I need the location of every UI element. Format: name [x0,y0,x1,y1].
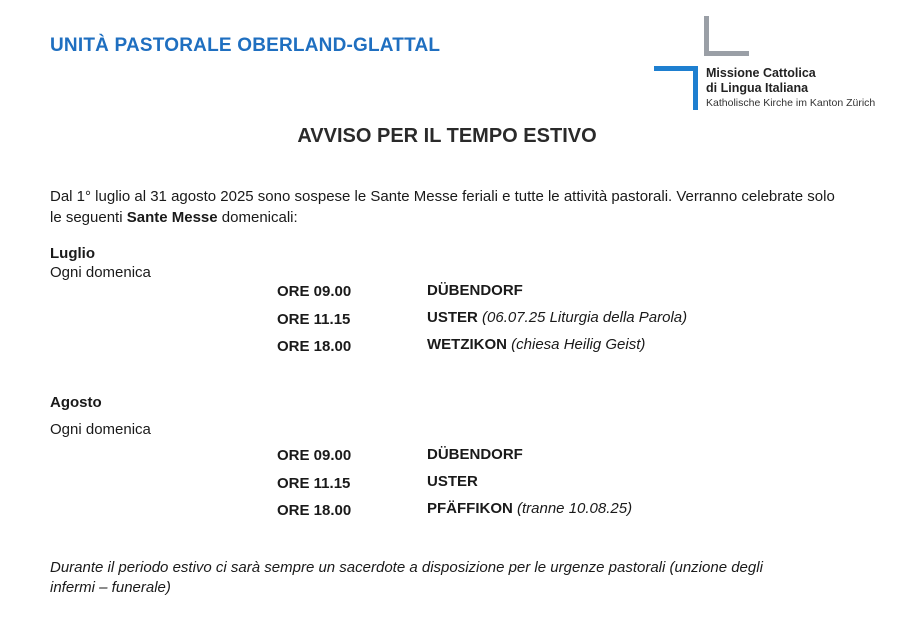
intro-text-1: Dal 1° luglio al 31 agosto 2025 sono sospese le Sante Messe feriali e tutte le attività pastorali. Verranno celebrate solo le seguenti [50,188,835,226]
logo-line-2: di Lingua Italiana [706,81,809,95]
mass-place-row [427,473,478,490]
mass-place: USTER [427,309,478,326]
intro-paragraph [50,186,840,228]
intro-text-2: domenicali: [217,209,298,226]
header-title: UNITÀ PASTORALE OBERLAND-GLATTAL [50,35,441,56]
notice-title [0,125,900,148]
mass-place: PFÄFFIKON [427,500,513,517]
month-july: Luglio [50,245,95,262]
mass-time: ORE 09.00 [277,447,352,464]
mass-place: WETZIKON [427,336,507,353]
mass-time: ORE 11.15 [277,311,351,328]
mass-time: ORE 09.00 [277,283,352,300]
logo-line-1: Missione Cattolica [706,66,816,80]
mass-place-row [427,282,523,299]
footer-note: Durante il periodo estivo ci sarà sempre un sacerdote a disposizione per le urgenze pastorali (unzione degli infermi – funerale) [50,559,763,596]
mass-time: ORE 18.00 [277,502,352,519]
mass-place: USTER [427,473,478,490]
frequency-august: Ogni domenica [50,421,151,438]
frequency-july: Ogni domenica [50,264,151,281]
mass-place: DÜBENDORF [427,282,523,299]
mass-note: (chiesa Heilig Geist) [511,336,646,353]
logo-text [706,66,875,111]
mass-note: (tranne 10.08.25) [517,500,633,517]
mass-place-row [427,446,523,463]
mass-place-row [427,336,645,353]
mass-place-row [427,309,687,326]
notice-title-text: AVVISO PER IL TEMPO ESTIVO [297,125,597,147]
mass-time: ORE 18.00 [277,338,352,355]
mass-place: DÜBENDORF [427,446,523,463]
intro-bold: Sante Messe [126,209,218,226]
mass-note: (06.07.25 Liturgia della Parola) [482,309,688,326]
month-august: Agosto [50,394,102,411]
logo-line-3: Katholische Kirche im Kanton Zürich [706,97,876,109]
mass-place-row [427,500,632,517]
mass-time: ORE 11.15 [277,475,351,492]
